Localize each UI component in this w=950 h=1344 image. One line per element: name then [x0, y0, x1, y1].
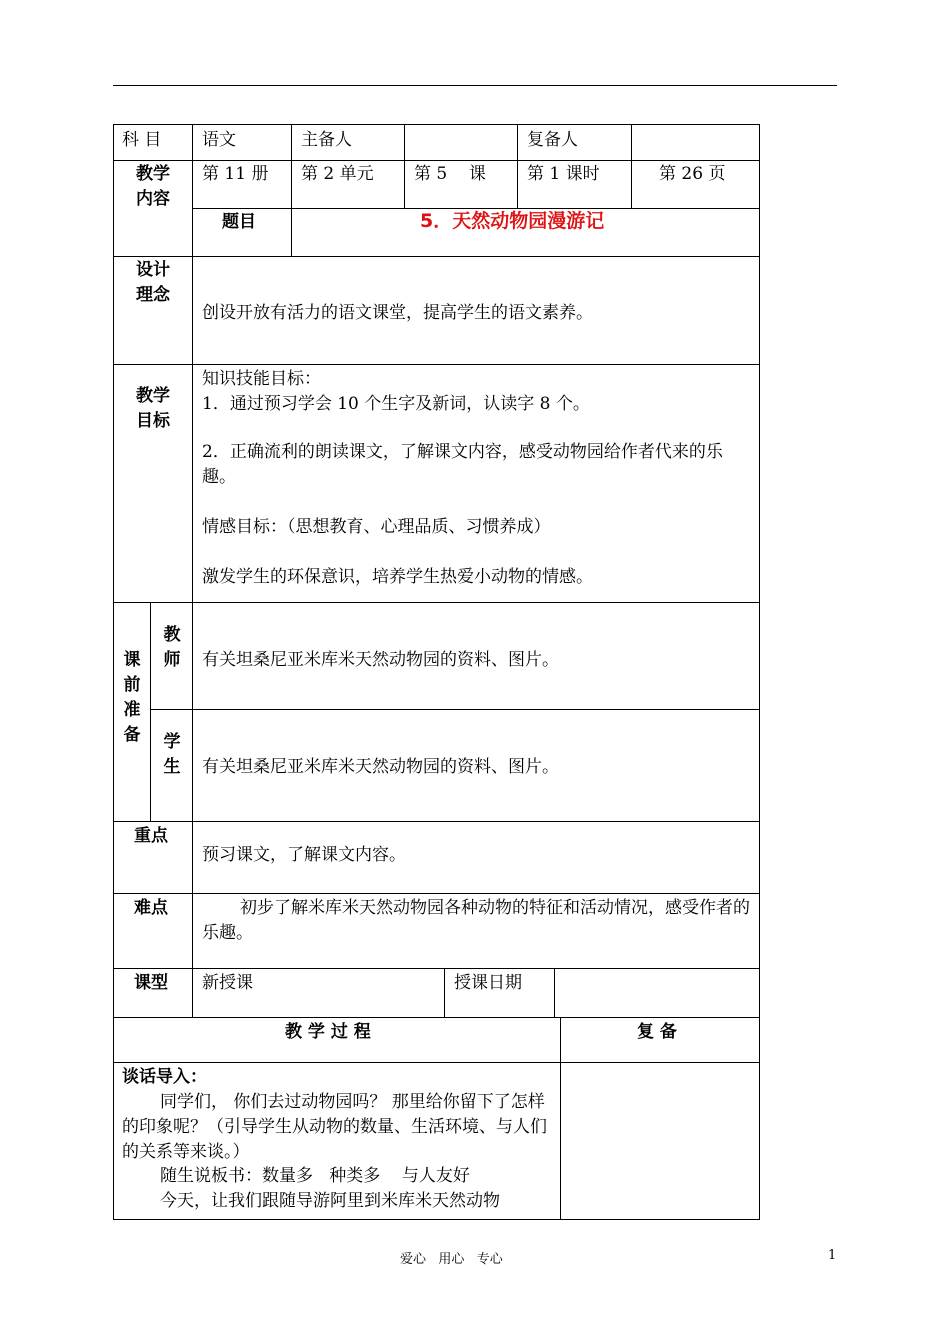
- row-divider: [113, 364, 760, 365]
- row-divider: [113, 821, 760, 822]
- goal-item-2: 2．正确流利的朗读课文，了解课文内容，感受动物园给作者代来的乐趣。: [202, 442, 723, 487]
- review-heading: 复 备: [637, 1022, 677, 1042]
- book-value: 第 11 册: [202, 164, 269, 184]
- col-divider: [517, 124, 518, 208]
- col-divider: [554, 968, 555, 1018]
- student-prep-text: 有关坦桑尼亚米库米天然动物园的资料、图片。: [202, 757, 559, 777]
- row-divider: [113, 256, 760, 257]
- subject-value: 语文: [202, 130, 236, 150]
- knowledge-goal-heading: 知识技能目标：: [202, 369, 321, 389]
- student-label: 学生: [163, 732, 181, 777]
- key-point-text: 预习课文，了解课文内容。: [202, 845, 406, 865]
- intro-paragraph-1: 同学们， 你们去过动物园吗？ 那里给你留下了怎样的印象呢？（引导学生从动物的数量、生活环境、与人们的关系等来谈。）: [122, 1092, 547, 1162]
- difficulty-text: 初步了解米库米天然动物园各种动物的特征和活动情况，感受作者的乐趣。: [202, 898, 750, 943]
- col-divider: [404, 124, 405, 208]
- lesson-type-label: 课型: [134, 973, 168, 993]
- reviewer-label: 复备人: [527, 130, 578, 150]
- design-concept-text: 创设开放有活力的语文课堂，提高学生的语文素养。: [202, 303, 593, 323]
- goal-item-1: 1．通过预习学会 10 个生字及新词，认读字 8 个。: [202, 394, 590, 414]
- teacher-prep-text: 有关坦桑尼亚米库米天然动物园的资料、图片。: [202, 650, 559, 670]
- teacher-label: 教师: [163, 625, 181, 670]
- preparation-label: 课前准备: [123, 650, 141, 745]
- col-divider: [192, 124, 193, 256]
- subject-label: 科 目: [122, 130, 162, 150]
- unit-value: 第 2 单元: [301, 164, 374, 184]
- col-divider: [631, 124, 632, 208]
- lesson-date-label: 授课日期: [454, 973, 522, 993]
- row-divider: [113, 1062, 760, 1063]
- title-label: 题目: [222, 212, 256, 232]
- row-divider: [113, 893, 760, 894]
- process-heading: 教 学 过 程: [285, 1022, 371, 1042]
- key-point-label: 重点: [134, 826, 168, 846]
- footer-motto: 爱心 用心 专心: [400, 1252, 503, 1267]
- lesson-type-value: 新授课: [202, 973, 253, 993]
- teaching-content-label: 教学内容: [136, 164, 170, 209]
- design-concept-label: 设计理念: [136, 260, 170, 305]
- intro-paragraph-3: 今天，让我们跟随导游阿里到米库米天然动物: [160, 1191, 500, 1211]
- intro-heading: 谈话导入：: [122, 1067, 207, 1087]
- preparer-label: 主备人: [301, 130, 352, 150]
- header-rule: [113, 85, 837, 86]
- lesson-title: 5．天然动物园漫游记: [420, 210, 605, 232]
- page-number: 1: [828, 1248, 837, 1263]
- lesson-value: 第 5 课: [414, 164, 486, 184]
- difficulty-label: 难点: [134, 898, 168, 918]
- intro-paragraph-2: 随生说板书：数量多 种类多 与人友好: [160, 1166, 470, 1186]
- emotion-goal-text: 激发学生的环保意识，培养学生热爱小动物的情感。: [202, 567, 593, 587]
- row-divider: [113, 160, 760, 161]
- col-divider: [291, 124, 292, 256]
- page-value: 第 26 页: [659, 164, 726, 184]
- row-divider: [113, 602, 760, 603]
- teaching-goals-label: 教学目标: [136, 386, 170, 431]
- col-divider: [192, 256, 193, 1018]
- period-value: 第 1 课时: [527, 164, 600, 184]
- col-divider: [150, 602, 151, 821]
- row-divider: [113, 968, 760, 969]
- col-divider: [560, 1017, 561, 1220]
- col-divider: [444, 968, 445, 1018]
- emotion-goal-heading: 情感目标：（思想教育、心理品质、习惯养成）: [202, 517, 551, 537]
- row-divider: [150, 709, 760, 710]
